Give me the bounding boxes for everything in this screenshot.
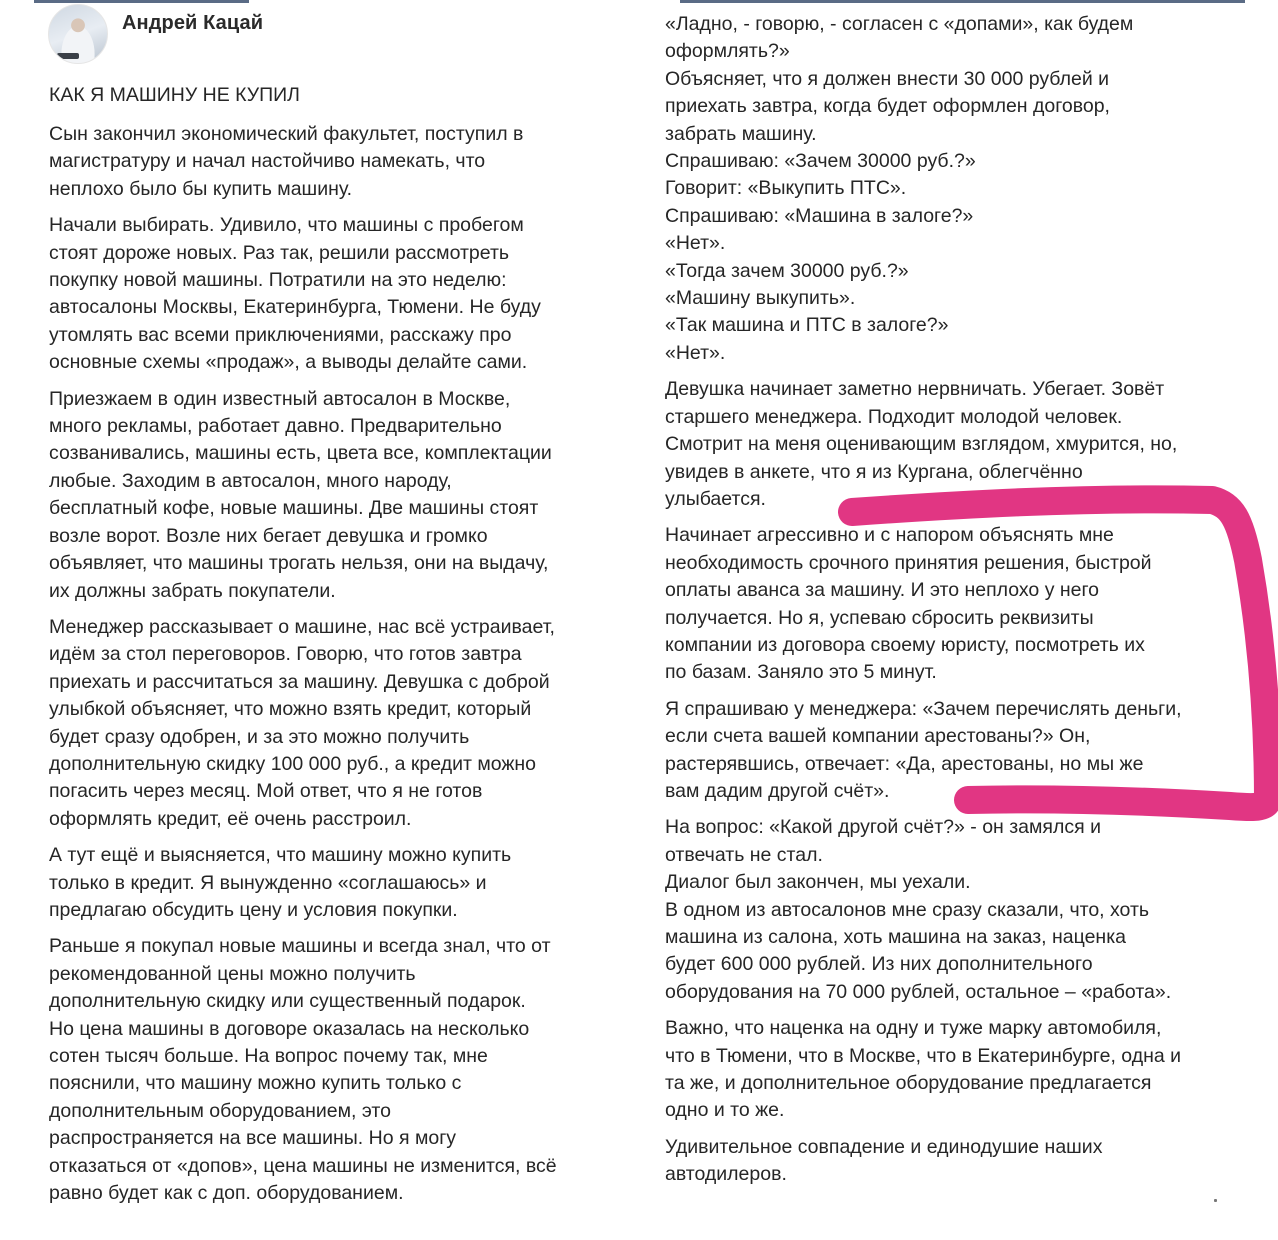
text-line: приехать завтра, когда будет оформлен договор, xyxy=(665,95,1110,118)
paragraph xyxy=(665,1134,1255,1189)
text-line: та же, и дополнительное оборудование предлагается xyxy=(665,1072,1152,1095)
text-line: Приезжаем в один известный автосалон в Москве, xyxy=(49,387,511,410)
text-line: идём за стол переговоров. Говорю, что готов завтра xyxy=(49,643,522,666)
text-line: В одном из автосалонов мне сразу сказали, что, хоть xyxy=(665,898,1150,921)
text-line: если счета вашей компании арестованы?» Он, xyxy=(665,725,1091,748)
text-line: отказаться от «допов», цена машины не изменится, всё xyxy=(49,1154,557,1177)
paragraph xyxy=(49,933,629,1207)
paragraph xyxy=(49,121,629,203)
text-line: «Тогда зачем 30000 руб.?» xyxy=(665,259,909,282)
post-body-left xyxy=(49,82,629,1216)
text-line: возле ворот. Возле них бегает девушка и громко xyxy=(49,524,488,547)
text-line: Раньше я покупал новые машины и всегда знал, что от xyxy=(49,935,551,958)
text-line: Но цена машины в договоре оказалась на несколько xyxy=(49,1017,530,1040)
text-line: объявляет, что машины трогать нельзя, они на выдачу, xyxy=(49,552,549,575)
text-line: покупку новой машины. Потратили на это неделю: xyxy=(49,269,507,292)
text-line: улыбкой объясняет, что можно взять кредит, который xyxy=(49,698,532,721)
post-screenshot-right xyxy=(640,0,1278,1240)
text-line: основные схемы «продаж», а выводы делайте сами. xyxy=(49,351,528,374)
paragraph-highlighted xyxy=(665,522,1255,686)
text-line: что в Тюмени, что в Москве, что в Екатеринбурге, одна и xyxy=(665,1044,1181,1067)
text-line: Диалог был закончен, мы уехали. xyxy=(665,871,971,894)
text-line: будет 600 000 рублей. Из них дополнительного xyxy=(665,953,1093,976)
text-line: пояснили, что машину можно купить только с xyxy=(49,1072,462,1095)
text-line: старшего менеджера. Подходит молодой человек. xyxy=(665,405,1123,428)
text-line: получается. Но я, успеваю сбросить реквизиты xyxy=(665,606,1094,629)
text-line: автосалоны Москвы, Екатеринбурга, Тюмени. Не буду xyxy=(49,296,541,319)
text-line: Сын закончил экономический факультет, поступил в xyxy=(49,123,524,145)
post-title: КАК Я МАШИНУ НЕ КУПИЛ xyxy=(49,84,300,106)
text-line: вам дадим другой счёт». xyxy=(665,779,890,802)
text-line: созванивались, машины есть, цвета все, комплектации xyxy=(49,442,552,465)
text-line: компании из договора своему юристу, посмотреть их xyxy=(665,633,1145,656)
text-line: Спрашиваю: «Зачем 30000 руб.?» xyxy=(665,150,976,173)
text-line: оформлять?» xyxy=(665,40,790,63)
text-line: сотен тысяч больше. На вопрос почему так, мне xyxy=(49,1045,488,1067)
paragraph xyxy=(49,842,629,924)
text-line: «Так машина и ПТС в залоге?» xyxy=(665,314,949,337)
text-line: равно будет как с доп. оборудованием. xyxy=(49,1182,404,1205)
text-line: стоят дороже новых. Раз так, решили рассмотреть xyxy=(49,241,510,264)
text-line: неплохо было бы купить машину. xyxy=(49,177,353,200)
text-line: их должны забрать покупатели. xyxy=(49,579,336,602)
text-line: много рекламы, работает давно. Предварительно xyxy=(49,415,502,438)
text-line: по базам. Заняло это 5 минут. xyxy=(665,661,937,684)
text-line: утомлять вас всеми приключениями, расскажу про xyxy=(49,323,512,346)
text-line: Начали выбирать. Удивило, что машины с пробегом xyxy=(49,214,524,237)
text-line: дополнительную скидку или существенный подарок. xyxy=(49,990,526,1013)
text-line: А тут ещё и выясняется, что машину можно купить xyxy=(49,844,512,867)
paragraph xyxy=(665,11,1255,367)
paragraph-highlighted xyxy=(665,696,1255,806)
text-line: растерявшись, отвечает: «Да, арестованы, но мы же xyxy=(665,752,1144,775)
text-line: увидев в анкете, что я из Кургана, облегчённо xyxy=(665,460,1083,483)
paragraph xyxy=(49,212,629,376)
text-line: одно и то же. xyxy=(665,1099,785,1122)
text-line: оборудования на 70 000 рублей, остальное – «работа». xyxy=(665,980,1172,1003)
text-line: Менеджер рассказывает о машине, нас всё устраивает, xyxy=(49,615,555,638)
author-name[interactable]: Андрей Кацай xyxy=(122,12,264,34)
text-line: Важно, что наценка на одну и туже марку автомобиля, xyxy=(665,1017,1162,1040)
text-line: Смотрит на меня оценивающим взглядом, хмурится, но, xyxy=(665,433,1178,456)
text-line: Объясняет, что я должен внести 30 000 рублей и xyxy=(665,67,1110,90)
text-line: любые. Заходим в автосалон, много народу, xyxy=(49,469,452,492)
avatar[interactable] xyxy=(48,4,108,64)
text-line: Спрашиваю: «Машина в залоге?» xyxy=(665,204,974,227)
text-line: отвечать не стал. xyxy=(665,843,823,866)
text-line: погасить через месяц. Мой ответ, что я не готов xyxy=(49,780,483,803)
text-line: «Машину выкупить». xyxy=(665,287,856,310)
text-line: предлагаю обсудить цену и условия покупки. xyxy=(49,898,458,921)
text-line: «Нет». xyxy=(665,341,726,364)
text-line: дополнительную скидку 100 000 руб., а кредит можно xyxy=(49,752,537,775)
text-line: рекомендованной цены можно получить xyxy=(49,962,416,985)
paragraph xyxy=(665,1015,1255,1125)
post-body-right xyxy=(665,11,1255,1198)
text-line: бесплатный кофе, новые машины. Две машины стоят xyxy=(49,497,539,520)
text-line: приехать и рассчитаться за машину. Девушка с доброй xyxy=(49,670,550,693)
text-line: дополнительным оборудованием, это xyxy=(49,1099,391,1122)
text-line: только в кредит. Я вынужденно «соглашаюсь» и xyxy=(49,871,487,894)
text-line: будет сразу одобрен, и за это можно получить xyxy=(49,725,470,748)
top-bar xyxy=(34,0,249,3)
paragraph xyxy=(665,814,1255,1006)
text-line: оплаты аванса за машину. И это неплохо у него xyxy=(665,579,1099,602)
text-line: оформлять кредит, её очень расстроил. xyxy=(49,807,412,830)
text-line: автодилеров. xyxy=(665,1163,787,1186)
top-bar xyxy=(680,0,1245,3)
image-artifact xyxy=(1214,1199,1217,1202)
post-header xyxy=(48,4,263,64)
text-line: «Ладно, - говорю, - согласен с «допами», как будем xyxy=(665,13,1134,35)
text-line: улыбается. xyxy=(665,487,766,510)
paragraph xyxy=(49,386,629,605)
paragraph xyxy=(665,376,1255,513)
text-line: распространяется на все машины. Но я могу xyxy=(49,1127,457,1150)
text-line: «Нет». xyxy=(665,232,726,255)
paragraph xyxy=(49,614,629,833)
text-line: забрать машину. xyxy=(665,122,817,145)
text-line: необходимость срочного принятия решения, быстрой xyxy=(665,551,1152,574)
text-line: Удивительное совпадение и единодушие наших xyxy=(665,1135,1103,1158)
text-line: Начинает агрессивно и с напором объяснять мне xyxy=(665,524,1114,547)
text-line: На вопрос: «Какой другой счёт?» - он замялся и xyxy=(665,816,1101,839)
avatar-detail xyxy=(57,53,79,59)
text-line: Девушка начинает заметно нервничать. Убегает. Зовёт xyxy=(665,378,1165,401)
text-line: магистратуру и начал настойчиво намекать, что xyxy=(49,150,486,173)
text-line: машина из салона, хоть машина на заказ, наценка xyxy=(665,926,1126,948)
text-line: Я спрашиваю у менеджера: «Зачем перечислять деньги, xyxy=(665,697,1182,720)
text-line: Говорит: «Выкупить ПТС». xyxy=(665,177,907,200)
